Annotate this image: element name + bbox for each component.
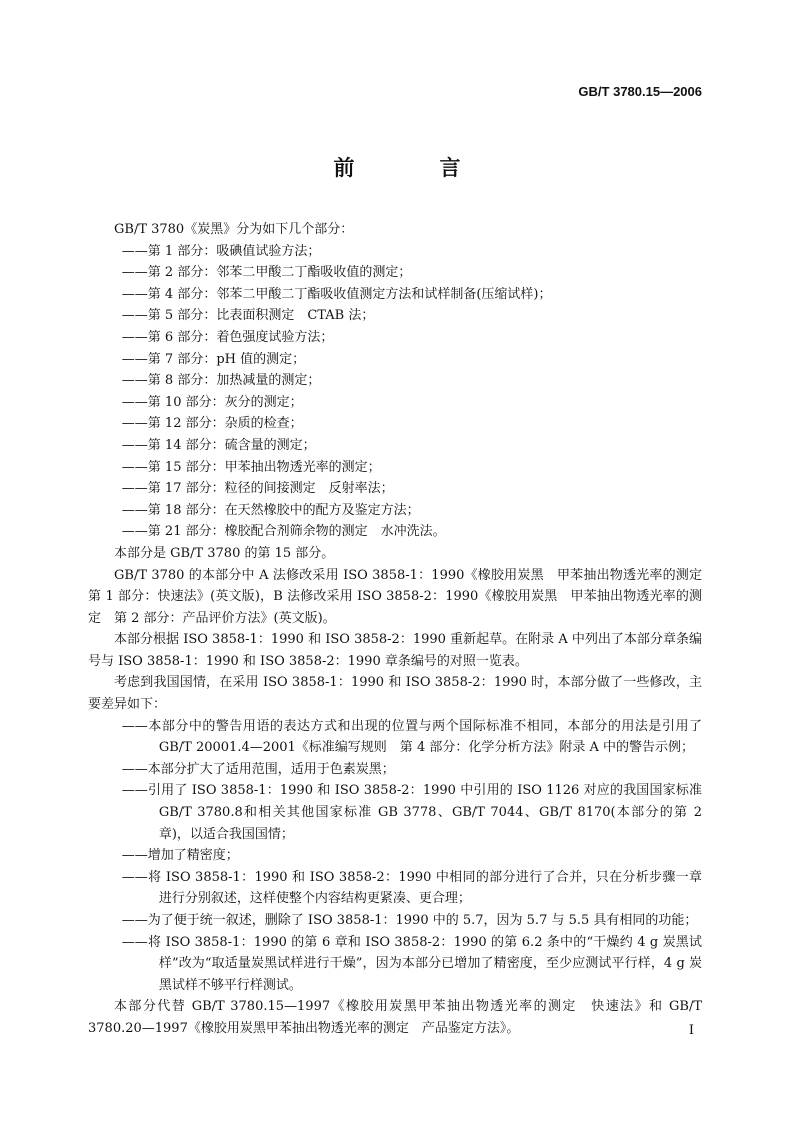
list-item: ——引用了 ISO 3858-1：1990 和 ISO 3858-2：1990 中引用的 ISO 1126 对应的我国国家标准 GB/T 3780.8和相关其他国家标准 GB 3778、GB/T 7044、GB/T 8170(本部分的第 2 章)，以适合我国国情； (121, 783, 702, 842)
intro-paragraph: GB/T 3780《炭黑》分为如下几个部分： (114, 222, 354, 237)
page-title: 前 言 (333, 156, 493, 180)
list-item: ——为了便于统一叙述，删除了 ISO 3858-1：1990 中的 5.7，因为 5.7 与 5.5 具有相同的功能； (121, 913, 698, 928)
list-item: ——第 15 部分：甲苯抽出物透光率的测定； (121, 459, 381, 475)
list-item: ——第 17 部分：粒径的间接测定 反射率法； (121, 481, 394, 497)
list-item: ——第 1 部分：吸碘值试验方法； (121, 243, 321, 259)
paragraph-differences-intro: 考虑到我国国情，在采用 ISO 3858-1：1990 和 ISO 3858-2：1990 时，本部分做了一些修改，主要差异如下： (88, 675, 702, 713)
list-item: ——增加了精密度； (121, 848, 239, 864)
list-item: ——第 14 部分：硫含量的测定； (121, 437, 316, 453)
list-item: ——第 10 部分：灰分的测定； (121, 394, 303, 410)
document-body (88, 219, 716, 1040)
list-item: ——第 12 部分：杂质的检查； (121, 416, 303, 432)
differences-list (88, 716, 702, 997)
list-item: ——第 8 部分：加热减量的测定； (121, 373, 321, 389)
paragraph-replaces: 本部分代替 GB/T 3780.15—1997《橡胶用炭黑甲苯抽出物透光率的测定 快速法》和 GB/T 3780.20—1997《橡胶用炭黑甲苯抽出物透光率的测定 产品鉴定方法》。 (88, 999, 702, 1036)
parts-list (88, 241, 702, 543)
paragraph-part-number: 本部分是 GB/T 3780 的第 15 部分。 (114, 545, 335, 561)
list-item: ——第 21 部分：橡胶配合剂筛余物的测定 水冲洗法。 (121, 524, 446, 540)
list-item: ——将 ISO 3858-1：1990 和 ISO 3858-2：1990 中相同的部分进行了合并，只在分析步骤一章进行分别叙述，这样使整个内容结构更紧凑、更合理； (121, 869, 702, 907)
list-item: ——第 7 部分：pH 值的测定； (121, 351, 306, 367)
list-item: ——将 ISO 3858-1：1990 的第 6 章和 ISO 3858-2：1990 的第 6.2 条中的“干燥约 4 g 炭黑试样”改为“取适量炭黑试样进行干燥”，因为本部分已增加了精密度，至少应测试平行样，4 g 炭黑试样不够平行样测试。 (121, 934, 702, 993)
list-item: ——本部分中的警告用语的表达方式和出现的位置与两个国际标准不相同，本部分的用法是引用了 GB/T 20001.4—2001《标准编写规则 第 4 部分：化学分析方法》附录 A 中的警告示例； (121, 718, 702, 756)
list-item: ——第 6 部分：着色强度试验方法； (121, 329, 334, 345)
list-item: ——第 18 部分：在天然橡胶中的配方及鉴定方法； (121, 502, 420, 518)
list-item: ——第 2 部分：邻苯二甲酸二丁酯吸收值的测定； (121, 265, 412, 281)
paragraph-adoption: GB/T 3780 的本部分中 A 法修改采用 ISO 3858-1：1990《橡胶用炭黑 甲苯抽出物透光率的测定 第 1 部分：快速法》(英文版)，B 法修改采用 ISO 3858-2：1990《橡胶用炭黑 甲苯抽出物透光率的测定 第 2 部分：产品评价方法》(英文版)。 (88, 567, 716, 626)
document-code: GB/T 3780.15—2006 (578, 84, 702, 99)
page-number: I (688, 1023, 694, 1038)
list-item: ——第 4 部分：邻苯二甲酸二丁酯吸收值测定方法和试样制备(压缩试样)； (121, 286, 552, 302)
list-item: ——第 5 部分：比表面积测定 CTAB 法； (121, 308, 375, 324)
list-item: ——本部分扩大了适用范围，适用于色素炭黑； (121, 761, 395, 777)
paragraph-redraft: 本部分根据 ISO 3858-1：1990 和 ISO 3858-2：1990 重新起草。在附录 A 中列出了本部分章条编号与 ISO 3858-1：1990 和 ISO 3858-2：1990 章条编号的对照一览表。 (88, 632, 702, 669)
